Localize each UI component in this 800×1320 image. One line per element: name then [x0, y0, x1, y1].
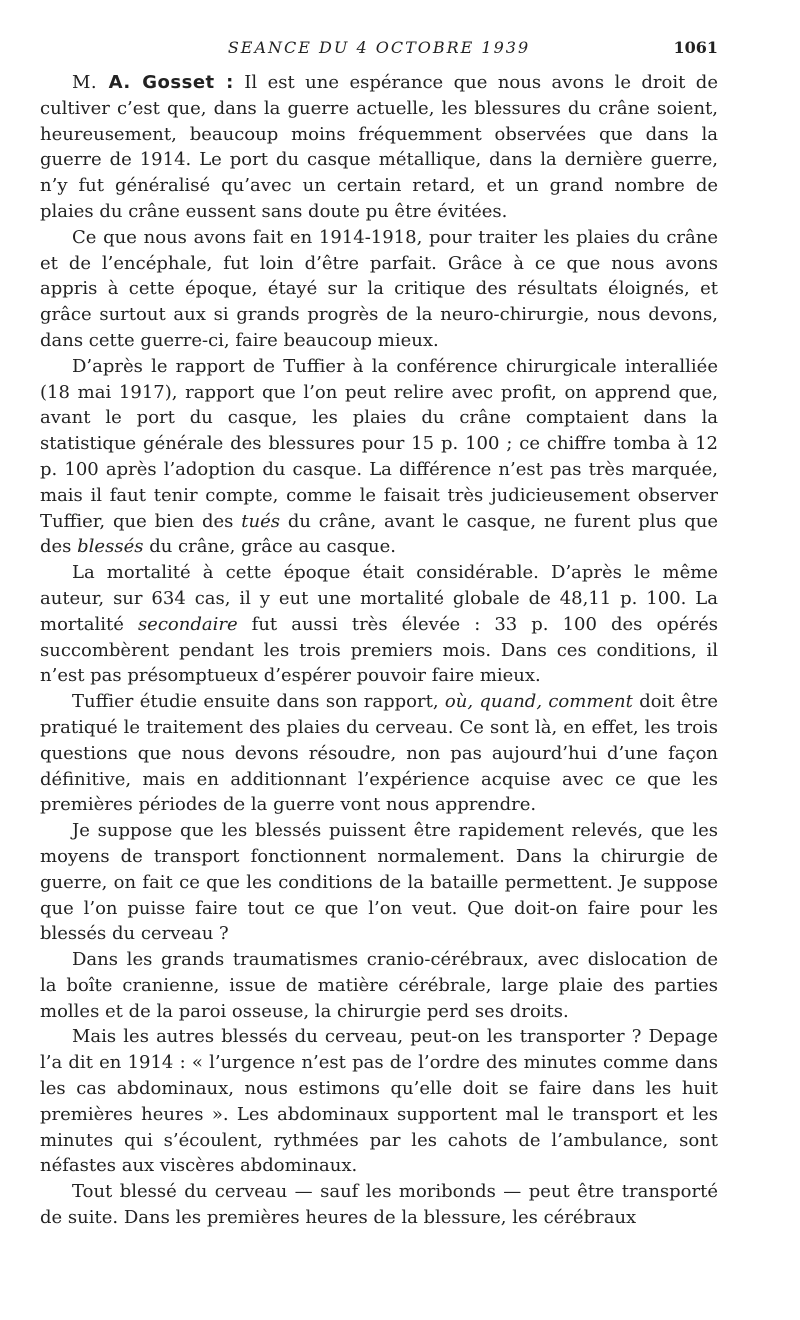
paragraph-transportable: Tout blessé du cerveau — sauf les moribonds — peut être transporté de suite. Dans les premières heures de la blessure, les cérébraux	[40, 1181, 718, 1229]
speaker-name: M. A. Gosset :	[72, 72, 234, 93]
paragraph-depage: Mais les autres blessés du cerveau, peut-on les transporter ? Depage l’a dit en 1914 : « l’urgence n’est pas de l’ordre des minutes comme dans les cas abdominaux, nous estimons qu’elle doit se faire dans les huit premières heures ». Les abdominaux supportent mal le transport et les minutes qui s’écoulent, rythmées par les cahots de l’ambulance, sont néfastes aux viscères abdominaux.	[40, 1026, 718, 1177]
running-title: SEANCE DU 4 OCTOBRE 1939	[227, 38, 531, 57]
document-page	[40, 28, 718, 1231]
paragraph-treatment-questions: Tuffier étudie ensuite dans son rapport, où, quand, comment doit être pratiqué le traitement des plaies du cerveau. Ce sont là, en effet, les trois questions que nous devons résoudre, non pas aujourd’hui d’une façon définitive, mais en additionnant l’expérience acquise avec ce que les premières périodes de la guerre vont nous apprendre.	[40, 691, 718, 816]
paragraph-gosset-intro: M. A. Gosset : Il est une espérance que nous avons le droit de cultiver c’est que, dans la guerre actuelle, les blessures du crâne soient, heureusement, beaucoup moins fréquemment observées que dans la guerre de 1914. Le port du casque métallique, dans la dernière guerre, n’y fut généralisé qu’avec un certain retard, et un grand nombre de plaies du crâne eussent sans doute pu être évitées.	[40, 72, 718, 222]
paragraph-tuffier-report: D’après le rapport de Tuffier à la conférence chirurgicale interalliée (18 mai 1917), rapport que l’on peut relire avec profit, on apprend que, avant le port du casque, les plaies du crâne comptaient dans la statistique générale des blessures pour 15 p. 100 ; ce chiffre tomba à 12 p. 100 après l’adoption du casque. La différence n’est pas très marquée, mais il faut tenir compte, comme le faisait très judicieusement observer Tuffier, que bien des tués du crâne, avant le casque, ne furent plus que des blessés du crâne, grâce au casque.	[40, 355, 719, 558]
paragraph-progress: Ce que nous avons fait en 1914-1918, pour traiter les plaies du crâne et de l’encéphale, fut loin d’être parfait. Grâce à ce que nous avons appris à cette époque, étayé sur la critique des résultats éloignés, et grâce surtout aux si grands progrès de la neuro-chirurgie, nous devons, dans cette guerre-ci, faire beaucoup mieux.	[40, 226, 718, 351]
running-header	[40, 28, 718, 70]
body-text	[40, 70, 718, 1231]
paragraph-transport: Je suppose que les blessés puissent être rapidement relevés, que les moyens de transport fonctionnent normalement. Dans la chirurgie de guerre, on fait ce que les conditions de la bataille permettent. Je suppose que l’on puisse faire tout ce que l’on veut. Que doit-on faire pour les blessés du cerveau ?	[40, 820, 718, 945]
paragraph-major-trauma: Dans les grands traumatismes cranio-cérébraux, avec dislocation de la boîte cranienne, issue de matière cérébrale, large plaie des parties molles et de la paroi osseuse, la chirurgie perd ses droits.	[40, 949, 718, 1022]
paragraph-mortality: La mortalité à cette époque était considérable. D’après le même auteur, sur 634 cas, il y eut une mortalité globale de 48,11 p. 100. La mortalité secondaire fut aussi très élevée : 33 p. 100 des opérés succombèrent pendant les trois premiers mois. Dans ces conditions, il n’est pas présomptueux d’espérer pouvoir faire mieux.	[40, 562, 718, 687]
page-number: 1061	[673, 38, 718, 57]
